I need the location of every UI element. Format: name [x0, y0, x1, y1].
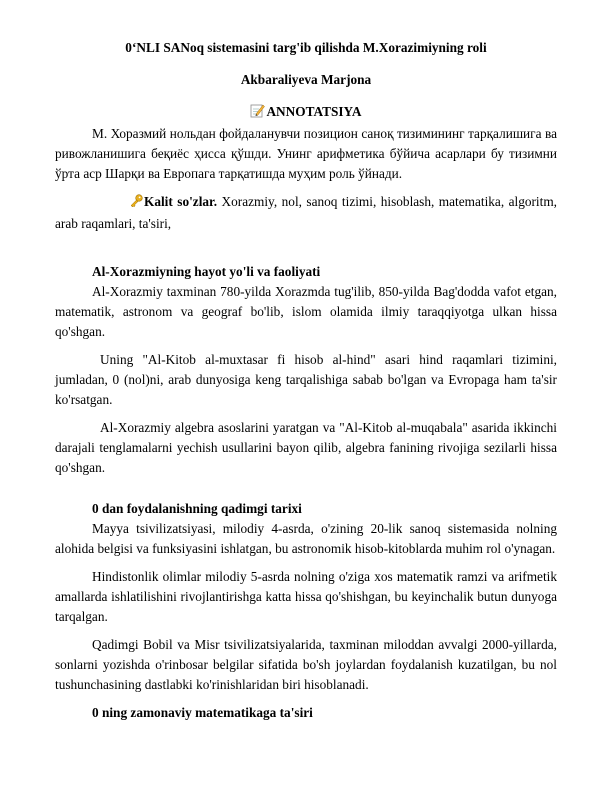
annotation-heading	[55, 102, 557, 124]
section-paragraph: Uning "Al-Kitob al-muxtasar fi hisob al-hind" asari hind raqamlari tizimini, jumladan, 0 (nol)ni, arab dunyosiga keng tarqalishiga sabab bo'lgan va Evropaga ham ta'sir ko'rsatgan.	[55, 352, 557, 407]
keywords-text: Xorazmiy, nol, sanoq tizimi, hisoblash, matematika, algoritm, arab raqamlari, ta'siri,	[55, 194, 557, 231]
keywords-paragraph	[55, 192, 557, 234]
section-paragraph: Hindistonlik olimlar milodiy 5-asrda nolning o'ziga xos matematik ramzi va arifmetik amallarda ishlatilishini rivojlantirishga katta hissa qo'shishgan, bu keyinchalik butun dunyoga tarqalgan.	[55, 569, 557, 624]
section-paragraph: Mayya tsivilizatsiyasi, milodiy 4-asrda, o'zining 20-lik sanoq sistemasida nolning alohida belgisi va funksiyasini ishlatgan, bu astronomik hisob-kitoblarda muhim rol o'ynagan.	[55, 521, 557, 556]
section-paragraph: Al-Xorazmiy taxminan 780-yilda Xorazmda tug'ilib, 850-yilda Bag'dodda vafot etgan, matematik, astronom va geograf bo'lib, islom olamida ilmiy taraqqiyotga ulkan hissa qo'shgan.	[55, 284, 557, 339]
section-paragraph: Al-Xorazmiy algebra asoslarini yaratgan va "Al-Kitob al-muqabala" asarida ikkinchi darajali tenglamalarni yechish usullarini bayon qilib, algebra fanining rivojiga sezilarli hissa qo'shgan.	[55, 420, 557, 475]
memo-pencil-icon	[250, 103, 265, 124]
annotation-text: М. Хоразмий нольдан фойдаланувчи позицион саноқ тизимининг тарқалишига ва ривожланишига беқиёс ҳисса қўшди. Унинг арифметика бўйича асарлари бу тизимни ўрта аср Шарқи ва Европага тарқатишда муҳим роль ўйнади.	[55, 126, 557, 181]
keywords-label: Kalit so'zlar.	[144, 194, 218, 209]
annotation-heading-text: ANNOTATSIYA	[266, 104, 362, 119]
section-paragraph: Qadimgi Bobil va Misr tsivilizatsiyalarida, taxminan miloddan avvalgi 2000-yillarda, sonlarni yozishda o'rinbosar belgilar sifatida bo'sh joylardan foydalanish kuzatilgan, bu nol tushunchasining dastlabki ko'rinishlaridan biri hisoblanadi.	[55, 637, 557, 692]
paper-title: 0‘NLI SANoq sistemasini targ'ib qilishda M.Xorazimiyning roli	[125, 40, 487, 55]
section-heading: 0 dan foydalanishning qadimgi tarixi	[92, 501, 302, 516]
section-heading: Al-Xorazmiyning hayot yo'li va faoliyati	[92, 264, 321, 279]
author-name: Akbaraliyeva Marjona	[240, 72, 372, 87]
section-heading: 0 ning zamonaviy matematikaga ta'siri	[92, 705, 313, 720]
key-icon	[92, 194, 143, 214]
